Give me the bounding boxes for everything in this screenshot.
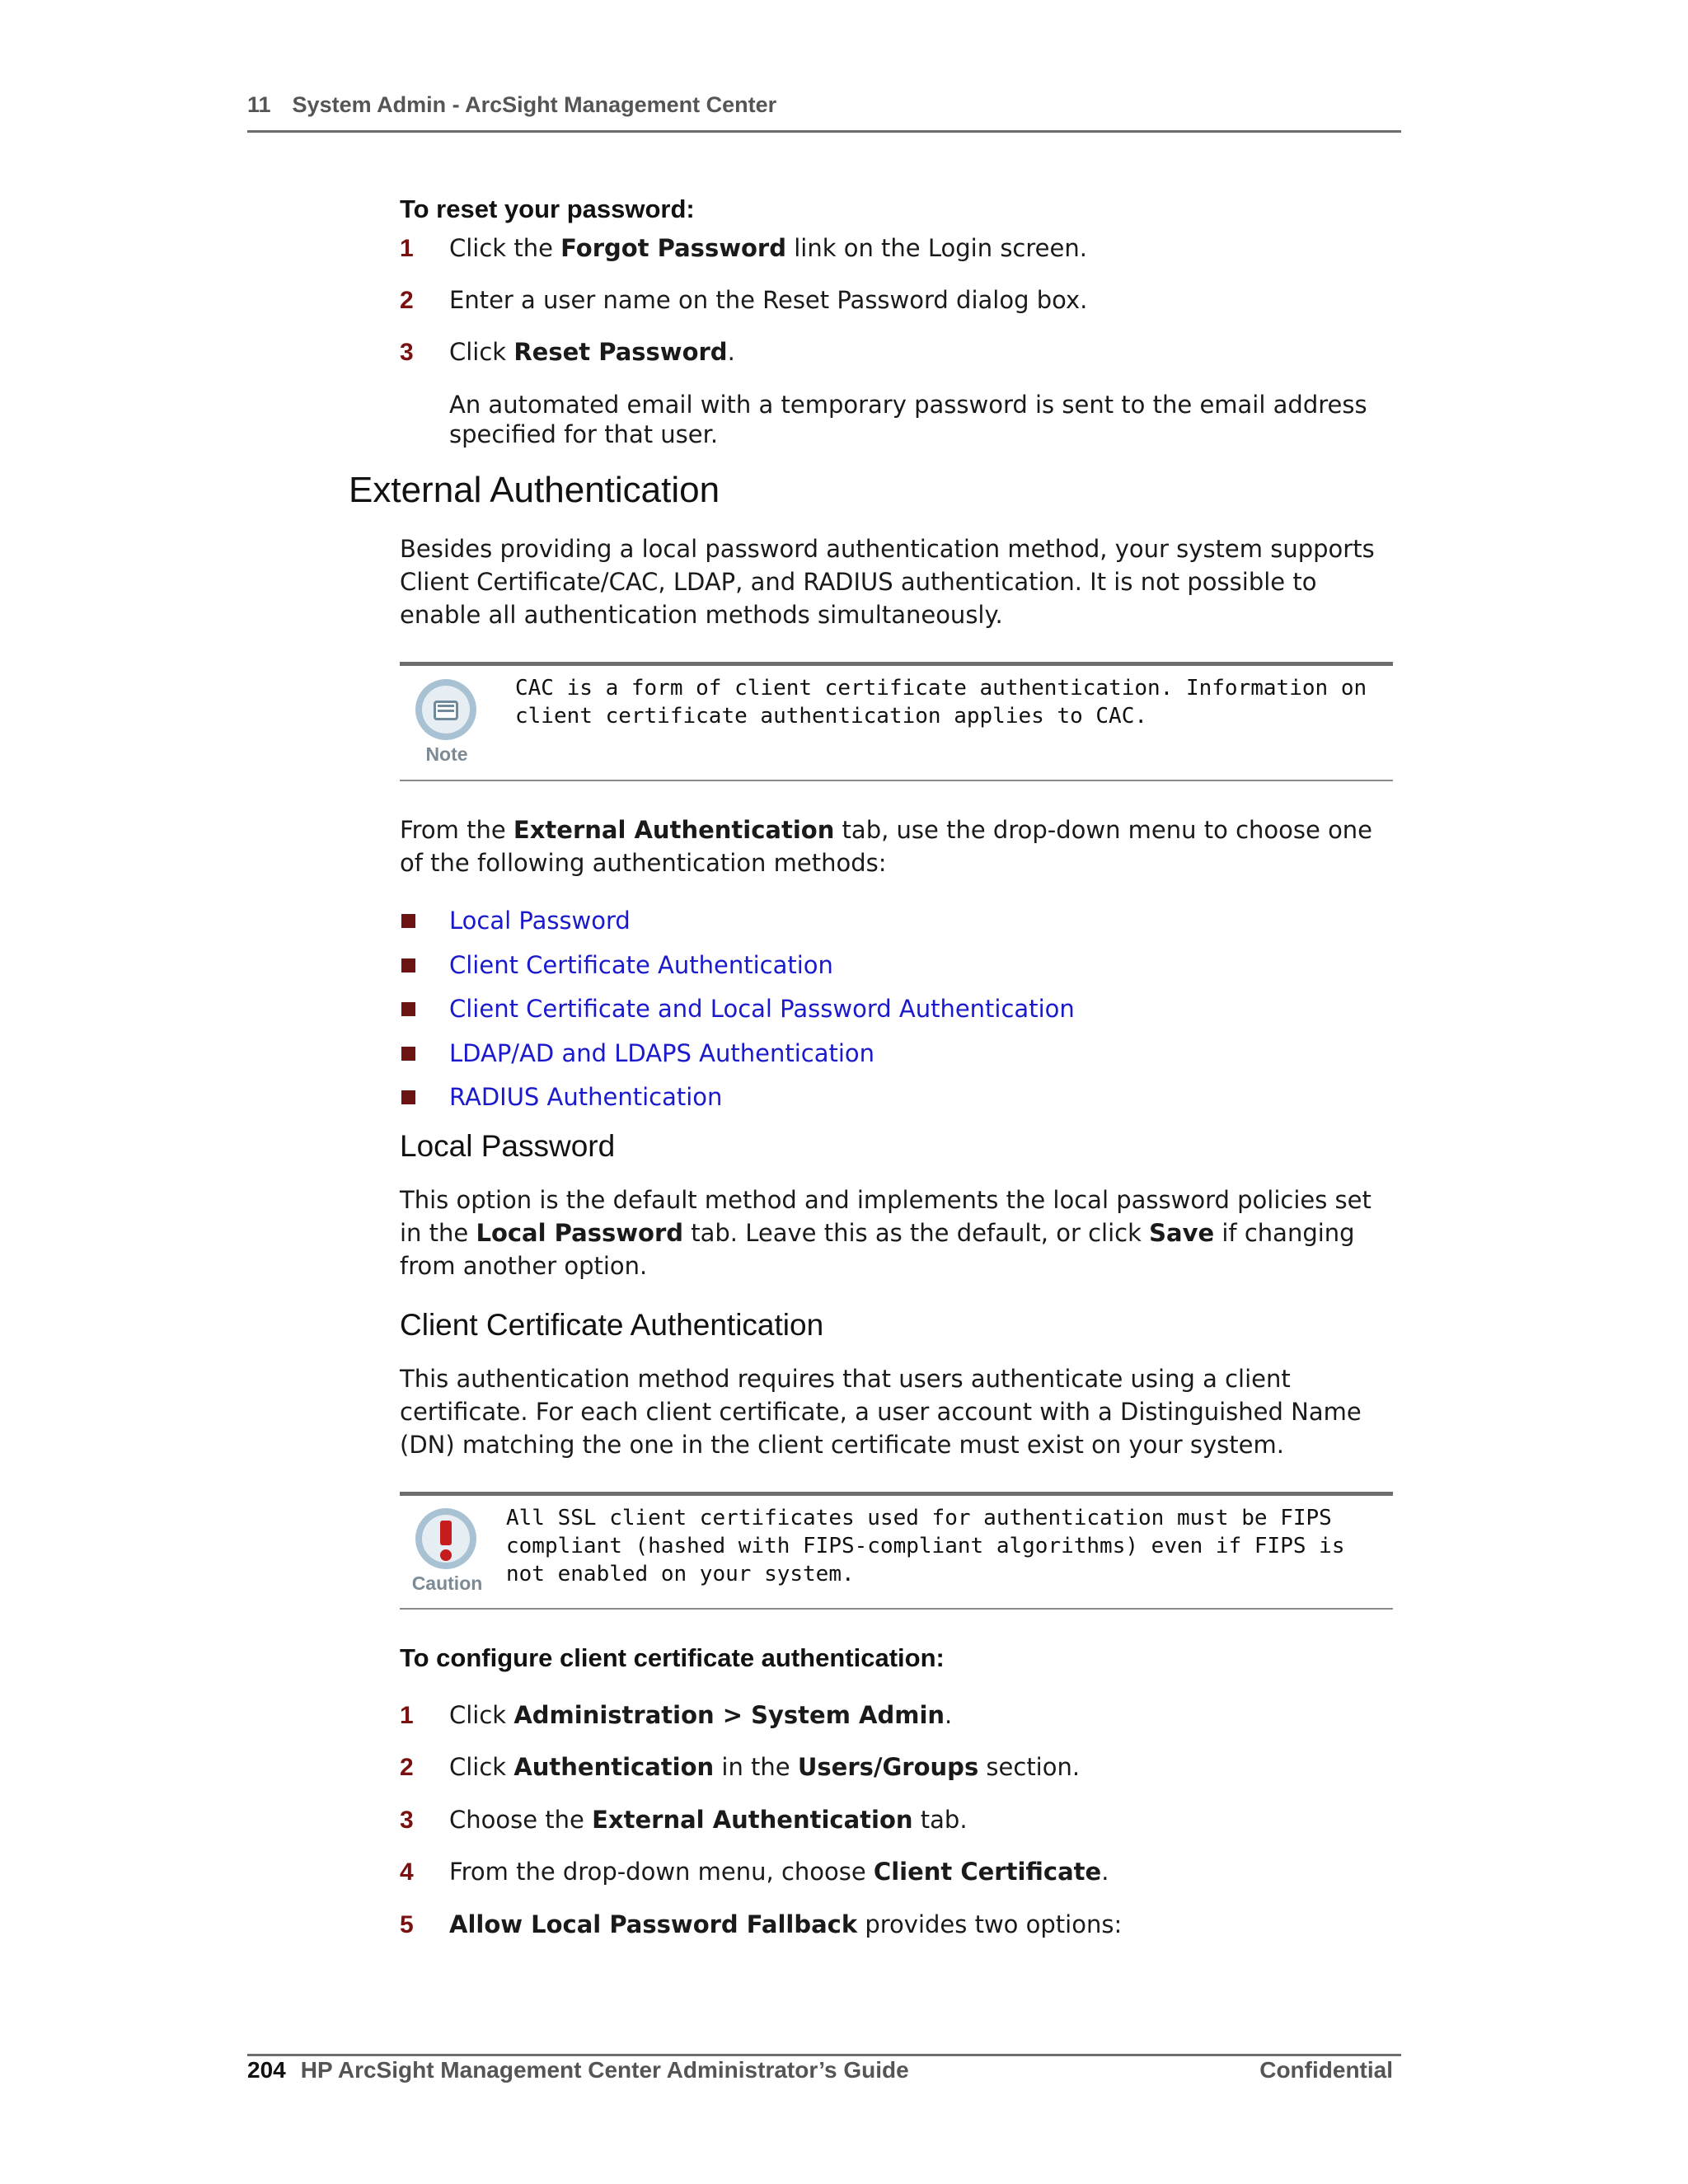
running-footer [247, 2057, 1393, 2083]
subsection-heading-local-password: Local Password [400, 1129, 616, 1163]
configure-step-4: 4 From the drop-down menu, choose Client Certificate. [400, 1858, 1109, 1886]
step-number: 5 [400, 1911, 414, 1938]
ui-term: Allow Local Password Fallback [449, 1910, 858, 1938]
chapter-title: System Admin - ArcSight Management Center [292, 92, 777, 117]
ui-term: Reset Password [513, 338, 728, 366]
note-text: CAC is a form of client certificate authentication. Information on client certificate authentication applies to CAC. [515, 676, 1367, 729]
ui-term: External Authentication [592, 1806, 913, 1834]
step-number: 1 [400, 235, 414, 262]
step-number: 2 [400, 1754, 414, 1781]
ui-term: Client Certificate [873, 1858, 1102, 1886]
method-list-item [400, 1038, 1142, 1071]
local-password-text: This option is the default method and implements the local password policies set in the Local Password tab. Leave this as the default, or click Save if changing from another option. [400, 1186, 1372, 1280]
ui-term: Forgot Password [560, 234, 786, 262]
caution-top-rule [400, 1492, 1393, 1496]
guide-title: HP ArcSight Management Center Administrator’s Guide [300, 2057, 909, 2083]
step-number: 3 [400, 1807, 414, 1834]
square-bullet-icon [401, 1047, 415, 1061]
square-bullet-icon [401, 914, 415, 928]
method-list-item [400, 906, 1142, 939]
link-ldap-ad-ldaps-authentication[interactable]: LDAP/AD and LDAPS Authentication [449, 1039, 875, 1067]
external-auth-tab-text: From the External Authentication tab, use the drop-down menu to choose one of the following authentication methods: [400, 816, 1373, 877]
step-number: 3 [400, 339, 414, 366]
reset-procedure-heading: To reset your password: [400, 194, 695, 223]
running-header [247, 92, 1401, 118]
configure-step-5: 5 Allow Local Password Fallback provides two options: [400, 1910, 1123, 1938]
caution-icon [404, 1508, 490, 1594]
header-rule [247, 130, 1401, 133]
ui-term: Save [1149, 1219, 1215, 1247]
ui-term: Users/Groups [797, 1753, 979, 1781]
note-label: Note [425, 743, 468, 765]
subsection-heading-client-cert: Client Certificate Authentication [400, 1308, 824, 1342]
configure-step-1: 1 Click Administration > System Admin. [400, 1701, 953, 1729]
square-bullet-icon [401, 1002, 415, 1016]
ui-term: Administration > System Admin [513, 1701, 945, 1729]
ui-term: Local Password [476, 1219, 684, 1247]
step-number: 1 [400, 1702, 414, 1729]
ui-term: Authentication [513, 1753, 715, 1781]
square-bullet-icon [401, 1090, 415, 1104]
link-client-certificate-and-local-password[interactable]: Client Certificate and Local Password Authentication [449, 995, 1075, 1023]
chapter-number: 11 [247, 92, 271, 117]
method-list-item [400, 994, 1142, 1027]
note-icon [412, 679, 481, 765]
link-local-password[interactable]: Local Password [449, 907, 631, 935]
page-number: 204 [247, 2057, 286, 2083]
configure-step-3: 3 Choose the External Authentication tab. [400, 1806, 968, 1834]
caution-bottom-rule [400, 1608, 1393, 1610]
note-bottom-rule [400, 780, 1393, 781]
ui-term: External Authentication [513, 816, 835, 844]
reset-result-text: An automated email with a temporary password is sent to the email address specified for that user. [449, 391, 1367, 448]
step-number: 4 [400, 1858, 414, 1886]
section-heading-external-auth: External Authentication [349, 470, 720, 510]
square-bullet-icon [401, 958, 415, 972]
footer-rule [247, 2054, 1401, 2056]
reset-step-1: 1 Click the Forgot Password link on the Login screen. [400, 234, 1087, 262]
step-number: 2 [400, 287, 414, 314]
configure-step-2: 2 Click Authentication in the Users/Groups section. [400, 1753, 1081, 1781]
reset-step-3: 3 Click Reset Password. [400, 338, 735, 366]
caution-text: All SSL client certificates used for authentication must be FIPS compliant (hashed with FIPS-compliant algorithms) even if FIPS is not enabled on your system. [506, 1506, 1345, 1586]
method-list-item [400, 1082, 1142, 1115]
link-client-certificate-authentication[interactable]: Client Certificate Authentication [449, 951, 833, 979]
reset-step-2: 2 Enter a user name on the Reset Password dialog box. [400, 286, 1088, 314]
note-top-rule [400, 662, 1393, 666]
caution-label: Caution [411, 1572, 483, 1594]
external-auth-intro: Besides providing a local password authentication method, your system supports Client Certificate/CAC, LDAP, and RADIUS authentication. It is not possible to enable all authentication methods simultaneously. [400, 535, 1375, 629]
link-radius-authentication[interactable]: RADIUS Authentication [449, 1083, 723, 1111]
client-cert-intro: This authentication method requires that users authenticate using a client certificate. For each client certificate, a user account with a Distinguished Name (DN) matching the one in the client certificate must exist on your system. [400, 1365, 1362, 1459]
configure-procedure-heading: To configure client certificate authentication: [400, 1643, 945, 1672]
method-list-item [400, 950, 1142, 983]
confidential-label: Confidential [1259, 2057, 1393, 2083]
